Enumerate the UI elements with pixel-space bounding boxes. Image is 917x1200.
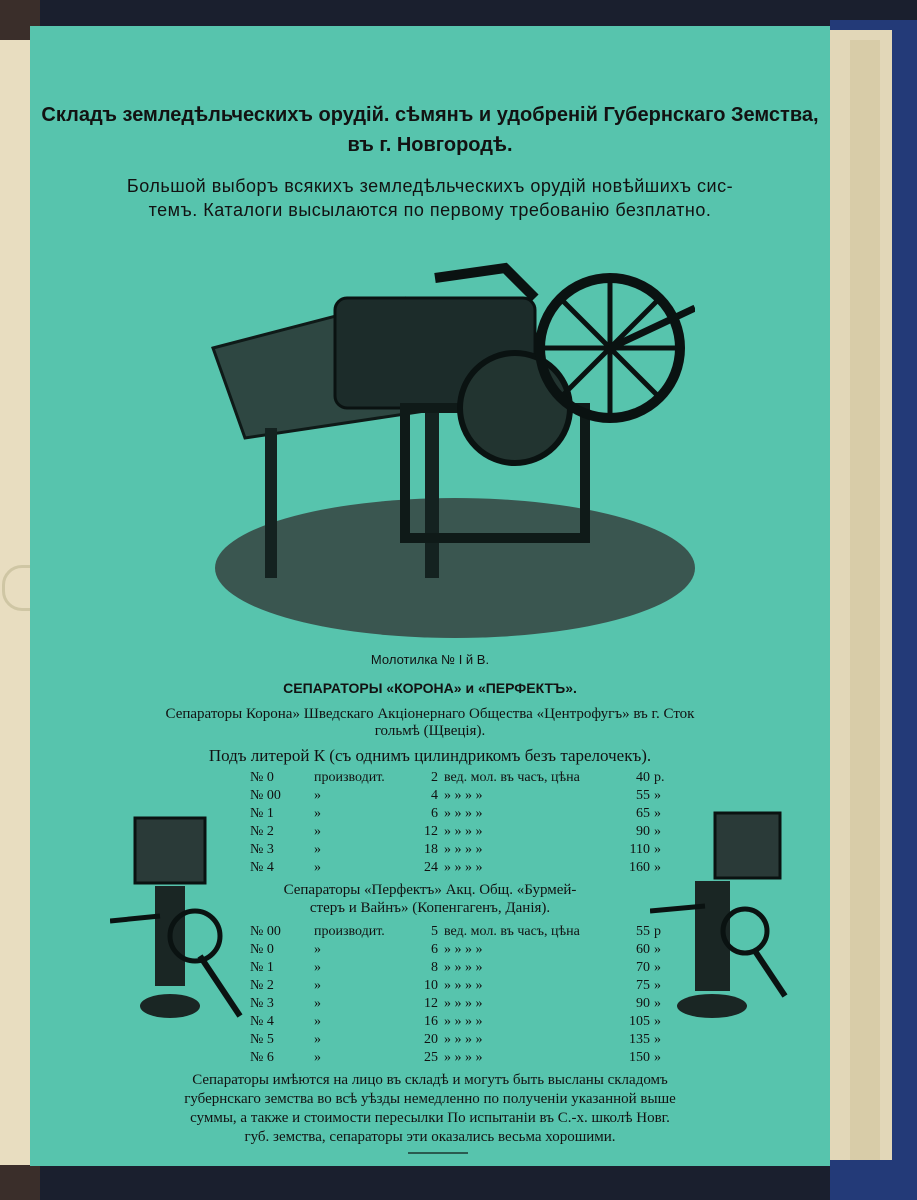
price-value: 55 (636, 788, 650, 803)
price-value: 160 (629, 860, 650, 875)
model-number: № 1 (250, 806, 274, 821)
perfekt-heading-line-2: стеръ и Вайнъ» (Копенгагенъ, Данія). (309, 900, 551, 916)
unit-text: » » » » (444, 1050, 483, 1065)
production-label: » (314, 842, 321, 857)
production-label: » (314, 960, 321, 975)
footer-line-1: Сепараторы имѣются на лицо въ складѣ и могутъ быть высланы складомъ (192, 1072, 668, 1088)
price-value: 110 (629, 842, 650, 857)
korona-separator-illustration (110, 816, 245, 1026)
unit-text: вед. мол. въ часъ, цѣна (444, 770, 580, 785)
price-value: 55 (636, 924, 650, 939)
capacity-value: 8 (431, 960, 438, 975)
price-value: 105 (629, 1014, 650, 1029)
currency-unit: р. (654, 770, 665, 785)
price-value: 150 (629, 1050, 650, 1065)
footer-line-3: суммы, а также и стоимости пересылки По испытаніи въ С.-х. школѣ Новг. (190, 1110, 670, 1126)
model-number: № 0 (250, 942, 274, 957)
capacity-value: 10 (424, 978, 438, 993)
currency-unit: » (654, 1014, 661, 1029)
production-label: » (314, 978, 321, 993)
separators-heading: СЕПАРАТОРЫ «КОРОНА» и «ПЕРФЕКТЪ». (283, 680, 577, 696)
intro-line-2: темъ. Каталоги высылаются по первому требованію безплатно. (148, 200, 712, 220)
footer-line-4: губ. земства, сепараторы эти оказались весьма хорошими. (244, 1129, 616, 1145)
currency-unit: » (654, 860, 661, 875)
unit-text: » » » » (444, 788, 483, 803)
production-label: » (314, 1014, 321, 1029)
page-title-line-1: Складъ земледѣльческихъ орудій. сѣмянъ и удобреній Губернскаго Земства, (41, 104, 819, 126)
model-number: № 2 (250, 978, 274, 993)
unit-text: вед. мол. въ часъ, цѣна (444, 924, 580, 939)
currency-unit: » (654, 996, 661, 1011)
price-value: 40 (636, 770, 650, 785)
price-value: 70 (636, 960, 650, 975)
production-label: » (314, 824, 321, 839)
model-number: № 5 (250, 1032, 274, 1047)
model-number: № 3 (250, 842, 274, 857)
unit-text: » » » » (444, 824, 483, 839)
unit-text: » » » » (444, 1014, 483, 1029)
currency-unit: » (654, 824, 661, 839)
currency-unit: р (654, 924, 661, 939)
model-number: № 4 (250, 1014, 274, 1029)
unit-text: » » » » (444, 1032, 483, 1047)
separators-desc-line-2: гольмѣ (Щвеція). (374, 723, 486, 739)
intro-line-1: Большой выборъ всякихъ земледѣльческихъ орудій новѣйшихъ сис- (126, 176, 734, 196)
currency-unit: » (654, 806, 661, 821)
capacity-value: 25 (424, 1050, 438, 1065)
unit-text: » » » » (444, 842, 483, 857)
production-label: производит. (314, 924, 385, 939)
model-number: № 2 (250, 824, 274, 839)
price-value: 65 (636, 806, 650, 821)
unit-text: » » » » (444, 960, 483, 975)
capacity-value: 6 (431, 806, 438, 821)
perfekt-separator-illustration (650, 811, 800, 1021)
separators-desc-line-1: Сепараторы Корона» Шведскаго Акціонернаго Общества «Центрофугъ» въ г. Сток (165, 706, 695, 722)
thresher-caption: Молотилка № I й В. (370, 652, 490, 667)
model-number: № 6 (250, 1050, 274, 1065)
unit-text: » » » » (444, 860, 483, 875)
page-title-line-2: въ г. Новгородѣ. (347, 134, 513, 156)
capacity-value: 5 (431, 924, 438, 939)
page-edges-inner (850, 40, 880, 1160)
unit-text: » » » » (444, 806, 483, 821)
currency-unit: » (654, 1032, 661, 1047)
capacity-value: 12 (424, 996, 438, 1011)
capacity-value: 12 (424, 824, 438, 839)
currency-unit: » (654, 978, 661, 993)
model-number: № 4 (250, 860, 274, 875)
production-label: » (314, 1032, 321, 1047)
currency-unit: » (654, 942, 661, 957)
price-value: 90 (636, 824, 650, 839)
footer-line-2: губернскаго земства во всѣ уѣзды немедленно по полученіи указанной выше (184, 1091, 676, 1107)
production-label: производит. (314, 770, 385, 785)
currency-unit: » (654, 788, 661, 803)
korona-heading: Подъ литерой К (съ однимъ цилиндрикомъ безъ тарелочекъ). (208, 746, 652, 765)
unit-text: » » » » (444, 942, 483, 957)
unit-text: » » » » (444, 996, 483, 1011)
price-value: 75 (636, 978, 650, 993)
capacity-value: 18 (424, 842, 438, 857)
currency-unit: » (654, 1050, 661, 1065)
thresher-illustration (205, 238, 695, 643)
production-label: » (314, 942, 321, 957)
model-number: № 1 (250, 960, 274, 975)
price-value: 90 (636, 996, 650, 1011)
advertisement-page (30, 26, 830, 1166)
currency-unit: » (654, 960, 661, 975)
model-number: № 0 (250, 770, 274, 785)
production-label: » (314, 788, 321, 803)
price-value: 60 (636, 942, 650, 957)
production-label: » (314, 1050, 321, 1065)
footer-rule (408, 1152, 468, 1154)
model-number: № 00 (250, 788, 281, 803)
production-label: » (314, 806, 321, 821)
unit-text: » » » » (444, 978, 483, 993)
currency-unit: » (654, 842, 661, 857)
model-number: № 00 (250, 924, 281, 939)
production-label: » (314, 996, 321, 1011)
price-value: 135 (629, 1032, 650, 1047)
capacity-value: 24 (424, 860, 438, 875)
capacity-value: 6 (431, 942, 438, 957)
model-number: № 3 (250, 996, 274, 1011)
capacity-value: 2 (431, 770, 438, 785)
capacity-value: 20 (424, 1032, 438, 1047)
production-label: » (314, 860, 321, 875)
perfekt-heading-line-1: Сепараторы «Перфектъ» Акц. Общ. «Бурмей- (283, 882, 577, 898)
capacity-value: 4 (431, 788, 438, 803)
capacity-value: 16 (424, 1014, 438, 1029)
